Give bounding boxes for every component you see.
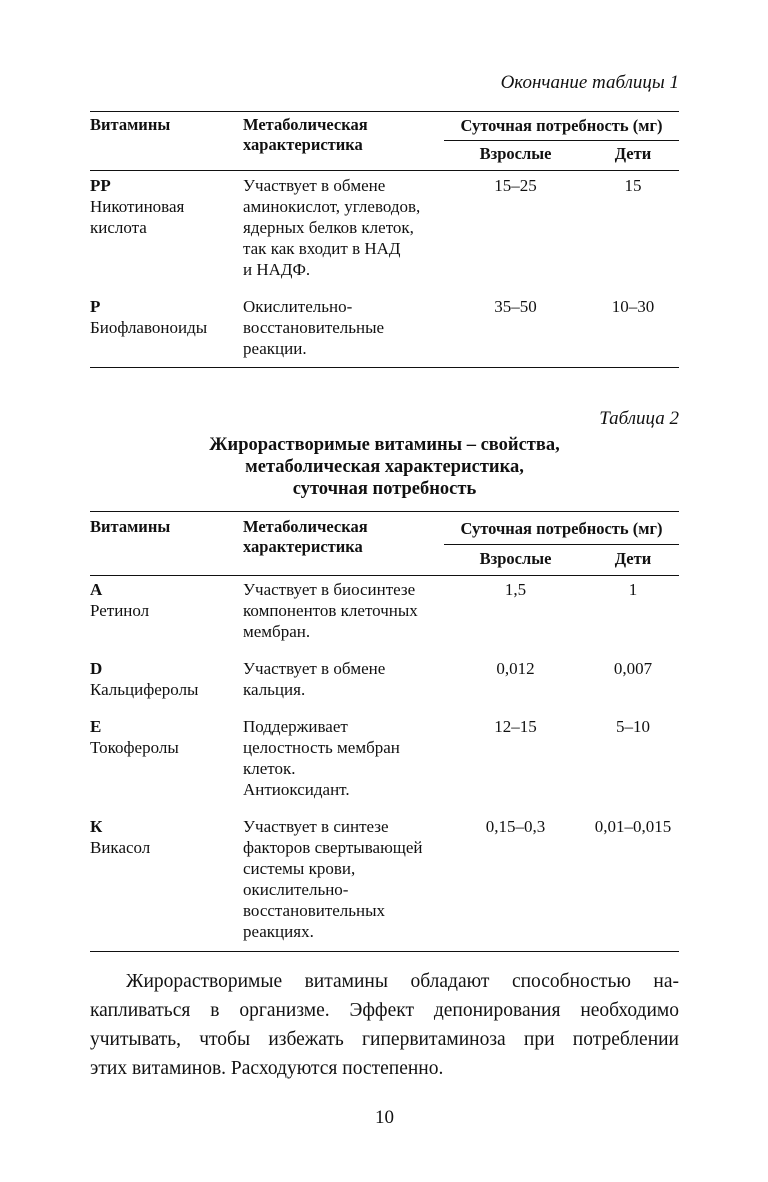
vitamin-name-line: Кальциферолы	[90, 680, 199, 699]
table2-row-child-value: 5–10	[616, 717, 650, 736]
table2-header-adults: Взрослые	[479, 549, 552, 568]
vitamin-name-line: Никотиновая	[90, 197, 185, 216]
description-line: компонентов клеточных	[243, 601, 418, 620]
description-line: восстановительные	[243, 318, 385, 337]
table2-row-vitamin	[90, 716, 240, 758]
vitamin-code: P	[90, 297, 101, 316]
table1-header-children: Дети	[614, 144, 652, 163]
vitamin-name-line: Биофлавоноиды	[90, 318, 208, 337]
description-line: Участвует в обмене	[243, 659, 386, 678]
description-line: клеток.	[243, 759, 296, 778]
table1-row-adult-value: 35–50	[494, 297, 537, 316]
table1-header-daily-need: Суточная потребность (мг)	[460, 116, 663, 135]
description-line: Антиоксидант.	[243, 780, 350, 799]
table1-row-description	[243, 296, 453, 359]
description-line: аминокислот, углеводов,	[243, 197, 421, 216]
description-line: так как входит в НАД	[243, 239, 401, 258]
vitamin-name-line: Ретинол	[90, 601, 150, 620]
table1-row-adult-value: 15–25	[494, 176, 537, 195]
paragraph-line: капливаться в организме. Эффект депонирования необходимо	[90, 1000, 679, 1021]
table1-row-description	[243, 175, 453, 280]
description-line: Поддерживает	[243, 717, 348, 736]
table2-row-adult-value: 0,012	[496, 659, 535, 678]
table2-header-metabolic-line: характеристика	[243, 537, 363, 556]
table2-header-children: Дети	[614, 549, 652, 568]
table2	[90, 511, 679, 956]
table1-header-adults: Взрослые	[479, 144, 552, 163]
table1-top-rule	[90, 111, 679, 112]
description-line: окислительно-	[243, 880, 349, 899]
table2-row-child-value: 1	[628, 580, 638, 599]
vitamin-code: A	[90, 580, 103, 599]
table2-row-child-value: 0,007	[613, 659, 653, 678]
table1-header-vitamins: Витамины	[90, 115, 171, 134]
table1-header-metabolic	[243, 115, 453, 155]
table2-row-adult-value: 1,5	[504, 580, 527, 599]
table1-row-vitamin	[90, 296, 240, 338]
table2-top-rule	[90, 511, 679, 512]
table2-header-vitamins: Витамины	[90, 517, 171, 536]
table2-row-vitamin	[90, 658, 240, 700]
table2-row-description	[243, 579, 453, 642]
table2-row-description	[243, 816, 453, 942]
description-line: системы крови,	[243, 859, 356, 878]
table2-row-adult-value: 0,15–0,3	[485, 817, 546, 836]
description-line: реакциях.	[243, 922, 314, 941]
table1-header-rule	[90, 170, 679, 171]
description-line: ядерных белков клеток,	[243, 218, 414, 237]
table2-label: Таблица 2	[599, 408, 679, 429]
table2-header-rule	[90, 575, 679, 576]
description-line: реакции.	[243, 339, 307, 358]
table1-row-child-value: 15	[624, 176, 642, 195]
body-paragraph	[90, 967, 679, 1083]
vitamin-name-line: Викасол	[90, 838, 151, 857]
paragraph-line: Жирорастворимые витамины обладают способностью на-	[126, 971, 679, 992]
vitamin-code: D	[90, 659, 103, 678]
vitamin-code: E	[90, 717, 102, 736]
description-line: восстановительных	[243, 901, 386, 920]
table2-row-description	[243, 658, 453, 700]
vitamin-name-line: Токоферолы	[90, 738, 179, 757]
table2-title-line: метаболическая характеристика,	[245, 457, 524, 477]
description-line: Участвует в обмене	[243, 176, 386, 195]
description-line: кальция.	[243, 680, 306, 699]
table2-header-daily-need: Суточная потребность (мг)	[460, 519, 663, 538]
table2-header-metabolic-line: Метаболическая	[243, 517, 368, 536]
table1-header-metabolic-line: характеристика	[243, 135, 363, 154]
table2-row-vitamin	[90, 579, 240, 621]
table2-row-adult-value: 12–15	[494, 717, 537, 736]
table1-subheader-rule	[444, 140, 679, 141]
table1	[90, 111, 679, 371]
description-line: Участвует в биосинтезе	[243, 580, 416, 599]
table1-row-vitamin	[90, 175, 240, 238]
table2-bottom-rule	[90, 951, 679, 952]
table1-row-child-value: 10–30	[611, 297, 655, 316]
table2-subheader-rule	[444, 544, 679, 545]
description-line: Окислительно-	[243, 297, 353, 316]
description-line: мембран.	[243, 622, 311, 641]
table1-bottom-rule	[90, 367, 679, 368]
table2-title-line: Жирорастворимые витамины – свойства,	[209, 435, 560, 455]
table1-header-metabolic-line: Метаболическая	[243, 115, 368, 134]
table2-row-child-value: 0,01–0,015	[594, 817, 672, 836]
vitamin-name-line: кислота	[90, 218, 147, 237]
description-line: целостность мембран	[243, 738, 400, 757]
paragraph-line: этих витаминов. Расходуются постепенно.	[90, 1058, 444, 1079]
paragraph-line: учитывать, чтобы избежать гипервитаминоза при потреблении	[90, 1029, 679, 1050]
table2-row-vitamin	[90, 816, 240, 858]
page-number: 10	[375, 1107, 394, 1128]
table2-title	[90, 434, 679, 500]
description-line: факторов свертывающей	[243, 838, 423, 857]
table2-title-line: суточная потребность	[292, 479, 477, 499]
vitamin-code: PP	[90, 176, 111, 195]
vitamin-code: К	[90, 817, 103, 836]
description-line: и НАДФ.	[243, 260, 311, 279]
description-line: Участвует в синтезе	[243, 817, 389, 836]
table1-continuation-label: Окончание таблицы 1	[500, 72, 679, 93]
table2-row-description	[243, 716, 453, 800]
table2-header-metabolic	[243, 517, 453, 557]
